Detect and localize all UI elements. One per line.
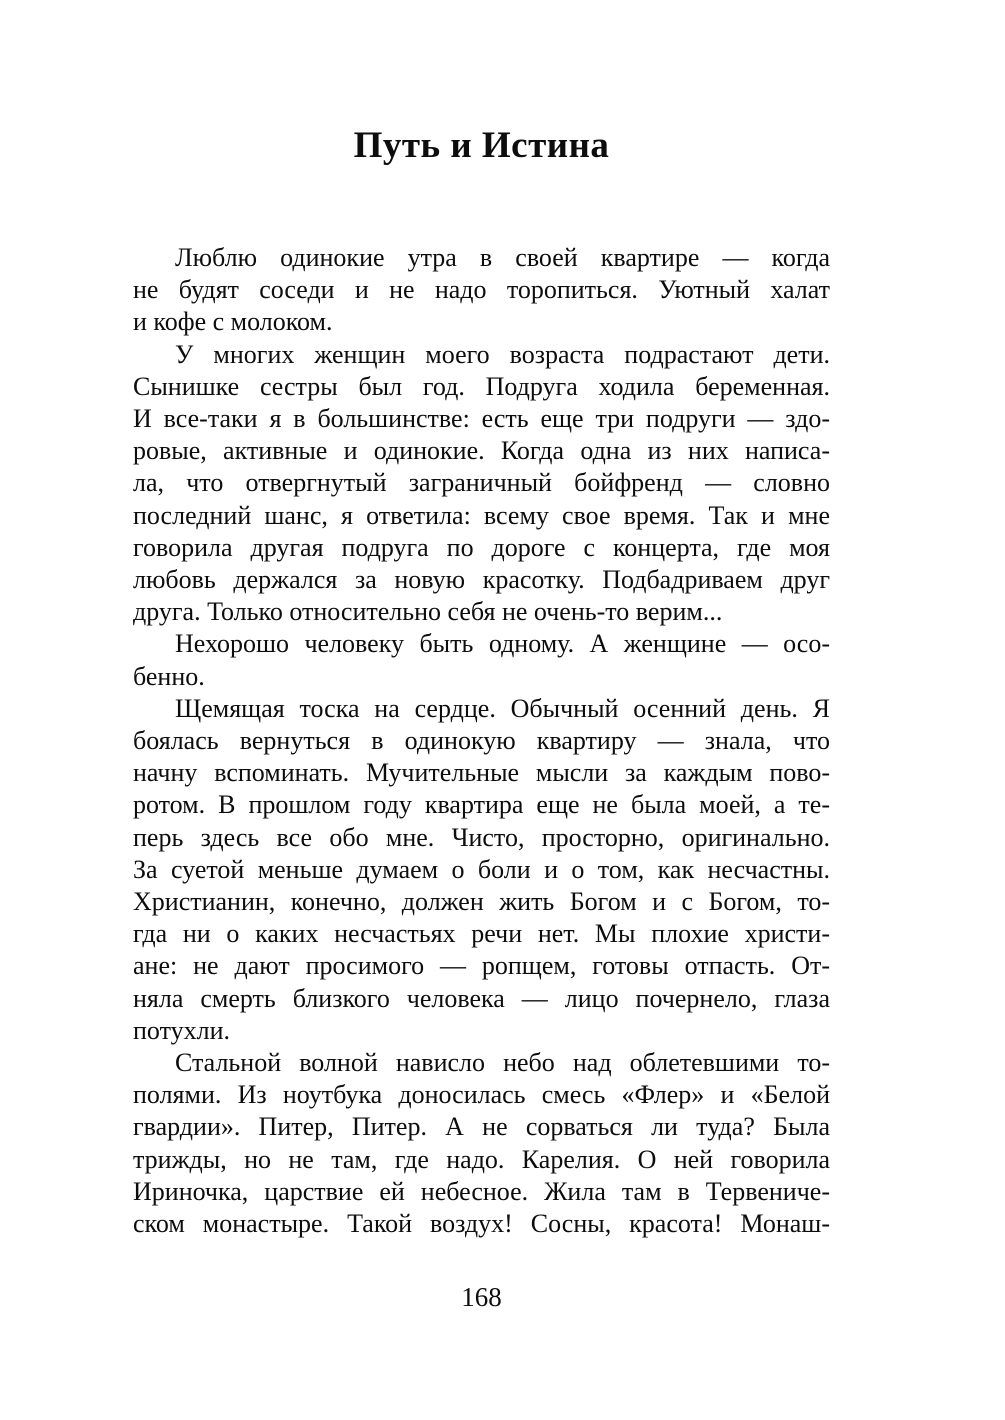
text-line: Стальной волной нависло небо над облетевшими то-: [175, 1048, 830, 1078]
text-line: За суетой меньше думаем о боли и о том, как несчастны.: [133, 854, 830, 884]
text-line: И все-таки я в большинстве: есть еще три подруги — здо-: [133, 404, 830, 434]
text-line: Щемящая тоска на сердце. Обычный осенний день. Я: [175, 693, 830, 723]
text-line: ла, что отвергнутый заграничный бойфренд — словно: [133, 468, 830, 498]
text-line: У многих женщин моего возраста подрастают дети.: [175, 339, 830, 369]
text-line: друга. Только относительно себя не очень-то верим...: [133, 597, 723, 627]
text-line: Христианин, конечно, должен жить Богом и с Богом, то-: [133, 887, 830, 917]
text-line: бенно.: [133, 661, 205, 691]
text-line: няла смерть близкого человека — лицо почернело, глаза: [133, 983, 830, 1013]
text-line: гда ни о каких несчастьях речи нет. Мы плохие христи-: [133, 919, 830, 949]
text-line: Ириночка, царствие ей небесное. Жила там в Тервениче-: [133, 1176, 830, 1206]
text-line: Нехорошо человеку быть одному. А женщине — осо-: [175, 629, 830, 659]
chapter-title: Путь и Истина: [353, 125, 610, 166]
text-line: начну вспоминать. Мучительные мысли за каждым пово-: [133, 758, 830, 788]
text-line: полями. Из ноутбука доносилась смесь «Флер» и «Белой: [133, 1080, 830, 1110]
text-line: говорила другая подруга по дороге с концерта, где моя: [133, 532, 830, 562]
text-line: боялась вернуться в одинокую квартиру — знала, что: [133, 726, 830, 756]
text-line: ском монастыре. Такой воздух! Сосны, красота! Монаш-: [133, 1209, 830, 1239]
text-line: ротом. В прошлом году квартира еще не была моей, а те-: [133, 790, 830, 820]
page-number: 168: [461, 1282, 502, 1312]
text-line: не будят соседи и не надо торопиться. Уютный халат: [133, 275, 830, 305]
text-line: трижды, но не там, где надо. Карелия. О ней говорила: [133, 1144, 830, 1174]
text-line: потухли.: [133, 1015, 230, 1045]
text-line: ане: не дают просимого — ропщем, готовы отпасть. От-: [133, 951, 830, 981]
text-line: Люблю одинокие утра в своей квартире — когда: [175, 243, 830, 272]
text-line: последний шанс, я ответила: всему свое время. Так и мне: [133, 500, 830, 530]
text-line: и кофе с молоком.: [133, 307, 333, 337]
text-line: ровые, активные и одинокие. Когда одна из них написа-: [133, 436, 830, 466]
text-line: любовь держался за новую красотку. Подбадриваем друг: [133, 565, 830, 595]
text-line: гвардии». Питер, Питер. А не сорваться ли туда? Была: [133, 1112, 830, 1142]
text-line: перь здесь все обо мне. Чисто, просторно, оригинально.: [133, 822, 830, 852]
text-line: Сынишке сестры был год. Подруга ходила беременная.: [133, 371, 830, 401]
body-text: [133, 242, 830, 1240]
